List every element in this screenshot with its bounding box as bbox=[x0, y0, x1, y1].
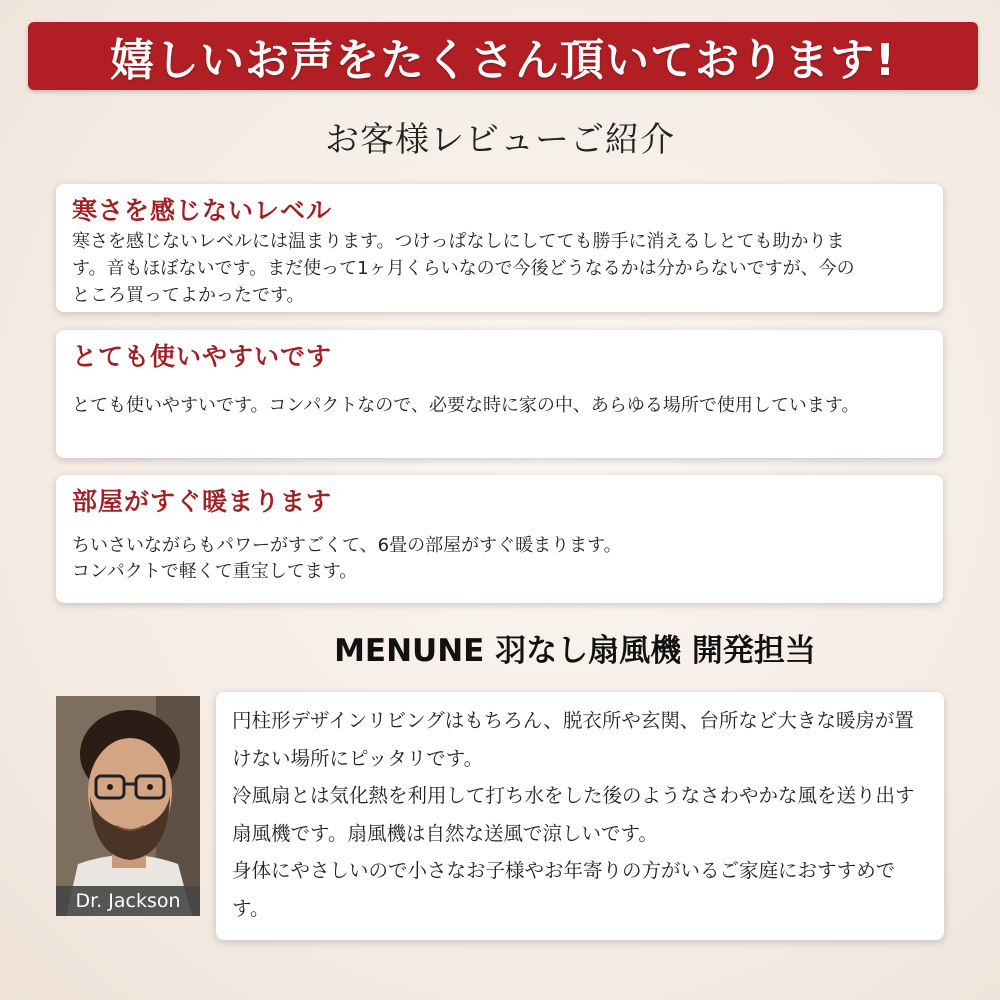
review-title: 寒さを感じないレベル bbox=[72, 196, 333, 225]
comment-paragraph: 円柱形デザインリビングはもちろん、脱衣所や玄関、台所など大きな暖房が置けない場所にピッタリです。 bbox=[232, 709, 914, 770]
developer-photo bbox=[56, 696, 200, 916]
banner-text: 嬉しいお声をたくさん頂いております! bbox=[109, 35, 897, 86]
developer-comment bbox=[232, 702, 932, 927]
review-card bbox=[56, 330, 943, 458]
review-title: 部屋がすぐ暖まります bbox=[72, 487, 333, 516]
comment-paragraph: 身体にやさしいので小さなお子様やお年寄りの方がいるご家庭におすすめです。 bbox=[232, 859, 896, 920]
developer-name: Dr. Jackson bbox=[56, 886, 200, 916]
developer-comment-box bbox=[216, 692, 944, 940]
review-text-line: ちいさいながらもパワーがすごくて、6畳の部屋がすぐ暖まります。 bbox=[72, 535, 622, 556]
portrait-illustration bbox=[56, 696, 200, 916]
section-subtitle: お客様レビューご紹介 bbox=[325, 120, 675, 160]
review-text: 寒さを感じないレベルには温まります。つけっぱなしにしてても勝手に消えるしとても助かります。音もほぼないです。まだ使って1ヶ月くらいなので今後どうなるかは分からないですが、今のところ買ってよかったです。 bbox=[72, 231, 855, 306]
header-banner bbox=[28, 22, 978, 90]
review-text bbox=[72, 533, 872, 585]
review-text-line: コンパクトで軽くて重宝してます。 bbox=[72, 561, 358, 582]
developer-heading: MENUNE 羽なし扇風機 開発担当 bbox=[334, 633, 816, 669]
review-title: とても使いやすいです bbox=[72, 342, 333, 371]
review-card bbox=[56, 475, 943, 603]
review-text: とても使いやすいです。コンパクトなので、必要な時に家の中、あらゆる場所で使用しています。 bbox=[72, 395, 860, 416]
review-card bbox=[56, 184, 943, 312]
comment-paragraph: 冷風扇とは気化熱を利用して打ち水をした後のようなさわやかな風を送り出す扇風機です。扇風機は自然な送風で涼しいです。 bbox=[232, 784, 915, 845]
